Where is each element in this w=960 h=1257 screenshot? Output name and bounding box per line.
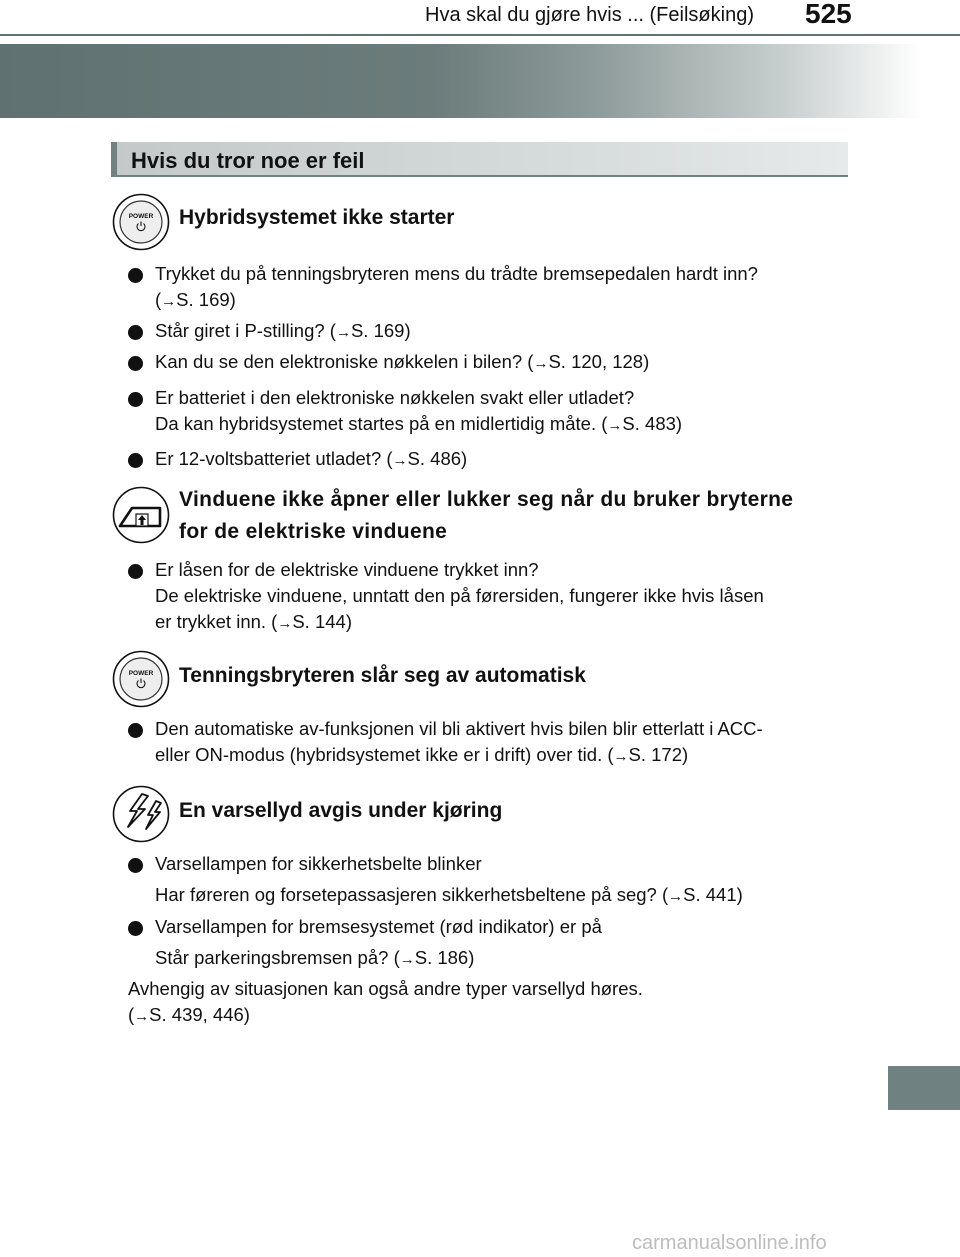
note-text: Avhengig av situasjonen kan også andre typer varsellyd høres.: [128, 978, 643, 999]
arrow-icon: →: [161, 293, 177, 310]
bullet-dot: [128, 392, 143, 407]
power-window-switch-icon: [112, 486, 170, 544]
arrow-icon: →: [613, 748, 629, 765]
section-heading-bar: [111, 142, 848, 177]
watermark: carmanualsonline.info: [632, 1232, 827, 1254]
bullet-text: Er 12-voltsbatteriet utladet? (: [155, 448, 393, 469]
note-text: (: [128, 1004, 135, 1025]
page-reference: S. 441): [683, 884, 743, 905]
bullet-text: Står giret i P-stilling? (: [155, 320, 336, 341]
arrow-icon: →: [607, 417, 623, 434]
page-number: 525: [805, 0, 852, 29]
arrow-icon: →: [277, 615, 293, 632]
bullet-dot: [128, 325, 143, 340]
bullet-text: Har føreren og forsetepassasjeren sikkerhetsbeltene på seg? (: [155, 884, 669, 905]
header-banner: [0, 44, 960, 118]
bullet-text: er trykket inn. (: [155, 611, 278, 632]
page-reference: S. 172): [628, 744, 689, 765]
page-reference: S. 169): [176, 289, 236, 310]
heading-hybrid-not-starting: Hybridsystemet ikke starter: [179, 206, 455, 229]
arrow-icon: →: [668, 888, 684, 905]
bullet-text: Står parkeringsbremsen på? (: [155, 947, 400, 968]
header-rule: [0, 34, 960, 36]
bullet-text: Varsellampen for sikkerhetsbelte blinker: [155, 853, 482, 874]
bullet-text: Er batteriet i den elektroniske nøkkelen svakt eller utladet?: [155, 387, 635, 408]
page-reference: S. 483): [622, 413, 683, 434]
power-icon-label: POWER: [128, 213, 154, 220]
bullet-text: Den automatiske av-funksjonen vil bli aktivert hvis bilen blir etterlatt i ACC-: [155, 718, 763, 739]
bullet-text: eller ON-modus (hybridsystemet ikke er i drift) over tid. (: [155, 744, 614, 765]
arrow-icon: →: [399, 951, 415, 968]
chapter-title: Hva skal du gjøre hvis ... (Feilsøking): [425, 4, 754, 26]
heading-windows-not-working: [179, 484, 793, 548]
bullet-dot: [128, 564, 143, 579]
bullet-text: Kan du se den elektroniske nøkkelen i bilen? (: [155, 351, 534, 372]
arrow-icon: →: [134, 1008, 150, 1025]
page-reference: S. 169): [350, 320, 411, 341]
power-button-icon: [112, 193, 170, 251]
warning-sound-icon: [112, 785, 170, 843]
bullet-dot: [128, 268, 143, 283]
bullet-text: (: [155, 289, 162, 310]
page-reference: S. 144): [292, 611, 352, 632]
arrow-icon: →: [335, 324, 351, 341]
heading-ignition-auto-off: Tenningsbryteren slår seg av automatisk: [179, 664, 586, 687]
page-reference: S. 120, 128): [548, 351, 650, 372]
bullet-dot: [128, 723, 143, 738]
note-paragraph: [128, 976, 643, 1030]
bullet-dot: [128, 858, 143, 873]
bullet-dot: [128, 921, 143, 936]
arrow-icon: →: [392, 452, 408, 469]
bullet-text: De elektriske vinduene, unntatt den på førersiden, fungerer ikke hvis låsen: [155, 585, 764, 606]
bullet-dot: [128, 356, 143, 371]
page-reference: S. 439, 446): [149, 1004, 250, 1025]
arrow-icon: →: [533, 355, 549, 372]
heading-line: for de elektriske vinduene: [179, 520, 448, 543]
heading-warning-sound: En varsellyd avgis under kjøring: [179, 799, 503, 822]
bullet-dot: [128, 453, 143, 468]
bullet-text: Trykket du på tenningsbryteren mens du trådte bremsepedalen hardt inn?: [155, 263, 758, 284]
bullet-text: Varsellampen for bremsesystemet (rød indikator) er på: [155, 916, 602, 937]
page-reference: S. 186): [414, 947, 475, 968]
page-reference: S. 486): [407, 448, 468, 469]
bullet-text: Da kan hybridsystemet startes på en midlertidig måte. (: [155, 413, 608, 434]
power-button-icon: [112, 650, 170, 708]
section-title: Hvis du tror noe er feil: [131, 148, 365, 173]
heading-line: Vinduene ikke åpner eller lukker seg når du bruker bryterne: [179, 488, 794, 511]
power-icon-label: POWER: [128, 670, 154, 677]
bullet-text: Er låsen for de elektriske vinduene trykket inn?: [155, 559, 539, 580]
page-header: [0, 0, 960, 32]
chapter-side-tab: [888, 1066, 960, 1110]
